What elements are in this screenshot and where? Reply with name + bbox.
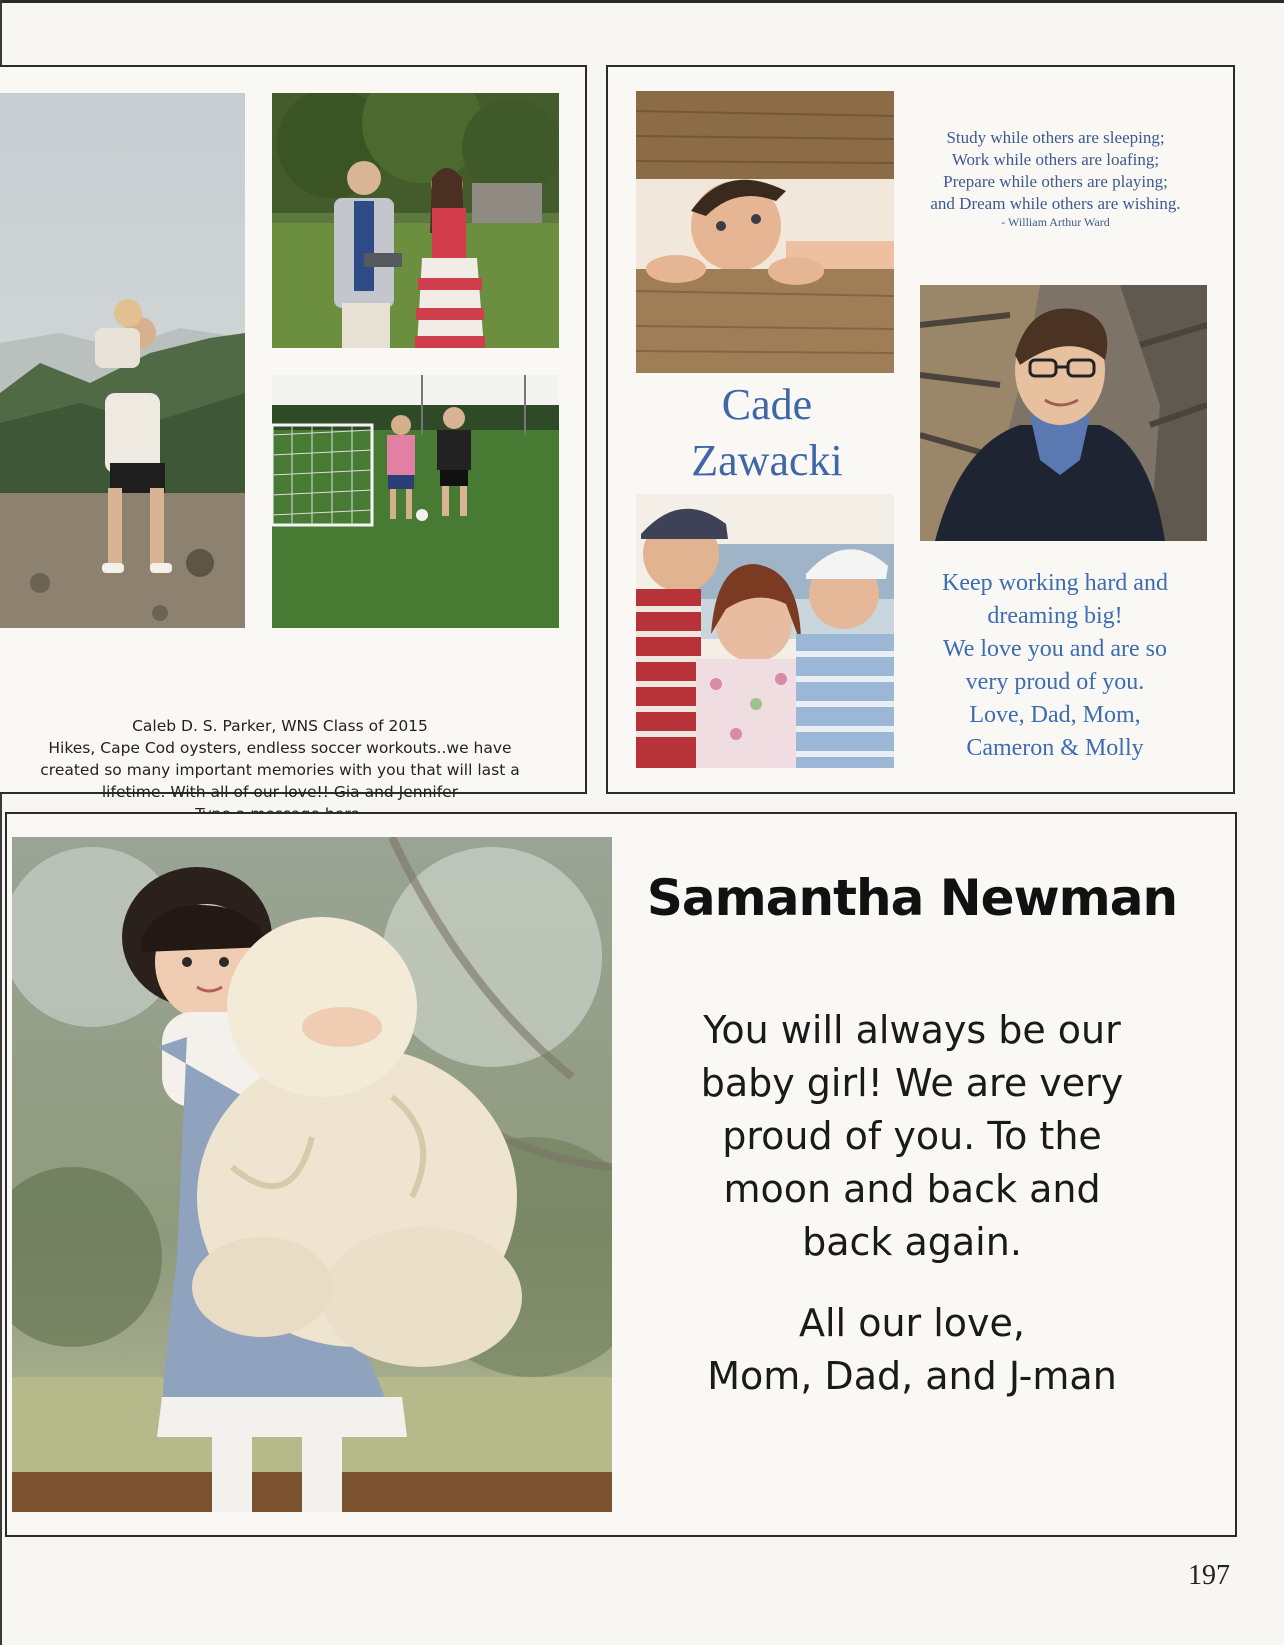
- zawacki-message: [900, 567, 1210, 765]
- teen-portrait-photo: [920, 285, 1207, 541]
- parker-caption-line: lifetime. With all of our love!! Gia and Jennifer: [101, 783, 459, 801]
- parker-caption-line: Hikes, Cape Cod oysters, endless soccer workouts..we have: [48, 739, 512, 757]
- inspirational-quote: [888, 127, 1223, 229]
- message-line: Love, Dad, Mom,: [969, 702, 1141, 728]
- parker-ad-box: [0, 65, 587, 801]
- newman-signature: [597, 1297, 1227, 1403]
- samantha-newman-name: Samantha Newman: [646, 869, 1178, 927]
- message-line: back again.: [802, 1220, 1022, 1264]
- quote-attribution: - William Arthur Ward: [1001, 215, 1110, 229]
- mountain-hike-photo: [0, 93, 245, 628]
- last-name: Zawacki: [691, 436, 843, 485]
- message-line: moon and back and: [723, 1167, 1101, 1211]
- girl-with-teddy-bear-photo: [12, 837, 612, 1512]
- soccer-field-photo: [272, 375, 559, 628]
- first-name: Cade: [721, 380, 813, 429]
- message-line: proud of you. To the: [722, 1114, 1102, 1158]
- three-kids-photo: [636, 494, 894, 768]
- zawacki-ad-box: [606, 65, 1235, 794]
- message-line: Cameron & Molly: [966, 735, 1144, 761]
- newman-message: [597, 1004, 1227, 1269]
- message-line: Keep working hard and: [942, 570, 1168, 596]
- quote-line: Prepare while others are playing;: [943, 172, 1168, 191]
- parker-caption-line: Caleb D. S. Parker, WNS Class of 2015: [132, 717, 428, 735]
- page-number: 197: [1188, 1560, 1230, 1591]
- message-line: very proud of you.: [965, 669, 1145, 695]
- page-top-edge: [0, 0, 1284, 3]
- graduation-photo: [272, 93, 559, 348]
- message-line: You will always be our: [703, 1008, 1121, 1052]
- quote-line: and Dream while others are wishing.: [930, 194, 1181, 213]
- quote-line: Study while others are sleeping;: [946, 128, 1165, 147]
- newman-ad-box: [5, 812, 1237, 1537]
- message-line: baby girl! We are very: [700, 1061, 1124, 1105]
- parker-caption-line: created so many important memories with you that will last a: [40, 761, 520, 779]
- message-line: We love you and are so: [943, 636, 1167, 662]
- parker-caption: [0, 715, 560, 825]
- cade-zawacki-name: [638, 377, 896, 489]
- toddler-fence-photo: [636, 91, 894, 373]
- signature-line: All our love,: [799, 1301, 1025, 1345]
- signature-line: Mom, Dad, and J-man: [707, 1354, 1117, 1398]
- message-line: dreaming big!: [987, 603, 1123, 629]
- quote-line: Work while others are loafing;: [951, 150, 1160, 169]
